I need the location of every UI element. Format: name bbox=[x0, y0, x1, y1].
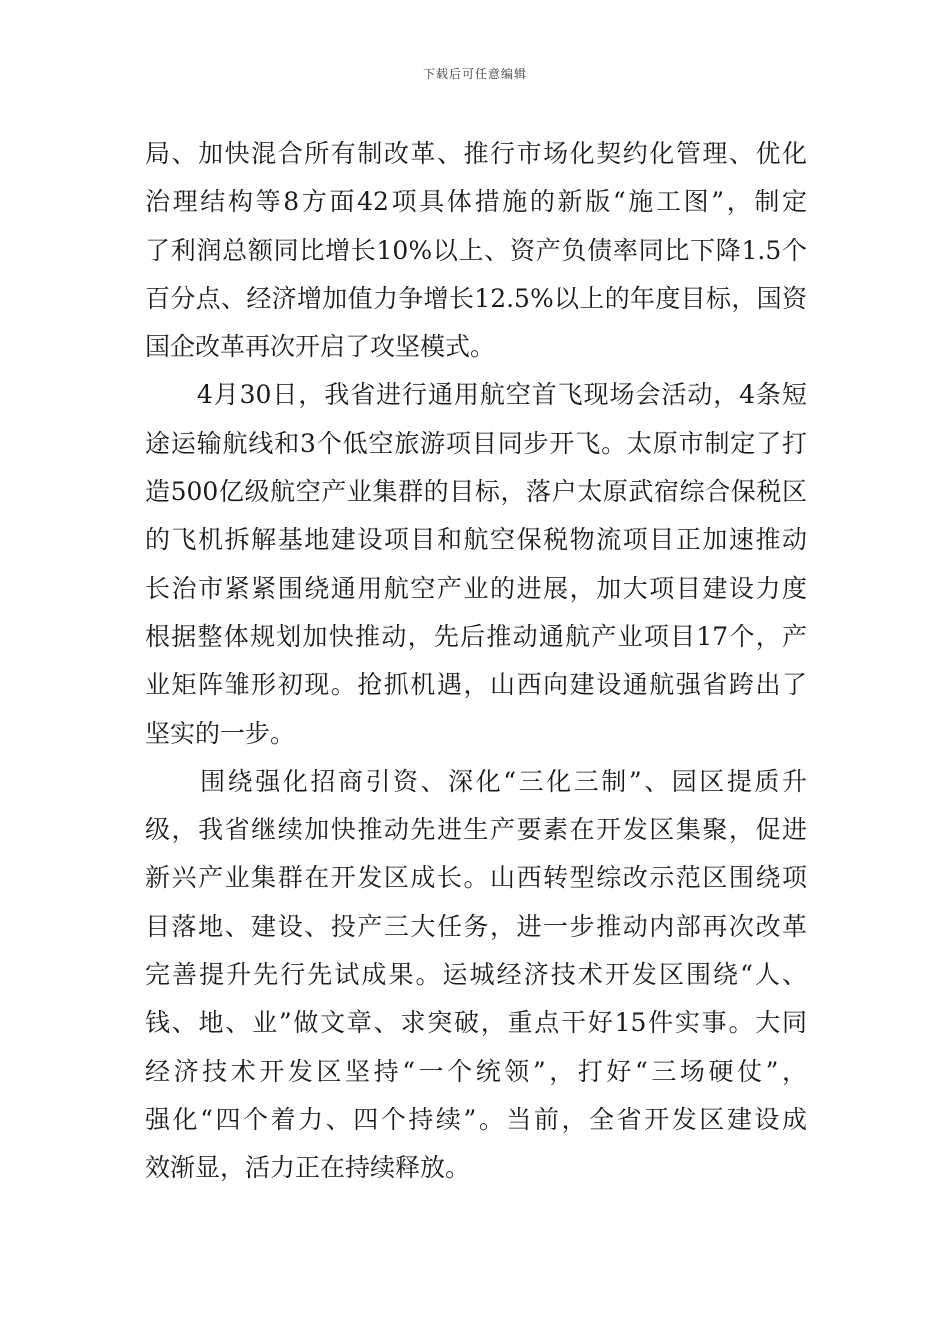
text-line: 坚实的一步。 bbox=[145, 718, 296, 748]
text-line: 围绕强化招商引资、深化“三化三制”、园区提质升 bbox=[145, 766, 807, 796]
text-line: 长治市紧紧围绕通用航空产业的进展，加大项目建设力度 bbox=[145, 573, 807, 603]
text-line: 强化“四个着力、四个持续”。当前，全省开发区建设成 bbox=[145, 1104, 807, 1134]
text-line: 完善提升先行先试成果。运城经济技术开发区围绕“人、 bbox=[145, 960, 807, 990]
text-line: 根据整体规划加快推动，先后推动通航产业项目17个，产 bbox=[145, 621, 807, 651]
text-line: 经济技术开发区坚持“一个统领”，打好“三场硬仗”， bbox=[145, 1056, 807, 1086]
paragraph-1 bbox=[145, 130, 807, 371]
text-line: 治理结构等8方面42项具体措施的新版“施工图”，制定 bbox=[145, 187, 807, 217]
text-line: 效渐显，活力正在持续释放。 bbox=[145, 1153, 471, 1183]
text-line: 国企改革再次开启了攻坚模式。 bbox=[145, 332, 496, 362]
text-line: 新兴产业集群在开发区成长。山西转型综改示范区围绕项 bbox=[145, 863, 807, 893]
text-line: 途运输航线和3个低空旅游项目同步开飞。太原市制定了打 bbox=[145, 428, 807, 458]
text-line: 百分点、经济增加值力争增长12.5%以上的年度目标，国资 bbox=[145, 283, 807, 313]
document-body bbox=[145, 130, 807, 1193]
paragraph-2 bbox=[145, 371, 807, 757]
text-line: 级，我省继续加快推动先进生产要素在开发区集聚，促进 bbox=[145, 815, 807, 845]
text-line: 的飞机拆解基地建设项目和航空保税物流项目正加速推动 bbox=[145, 525, 807, 555]
page-header-note: 下载后可任意编辑 bbox=[422, 67, 527, 81]
text-line: 4月30日，我省进行通用航空首飞现场会活动，4条短 bbox=[145, 380, 807, 410]
text-line: 钱、地、业”做文章、求突破，重点干好15件实事。大同 bbox=[145, 1008, 807, 1038]
text-line: 业矩阵雏形初现。抢抓机遇，山西向建设通航强省跨出了 bbox=[145, 670, 807, 700]
text-line: 目落地、建设、投产三大任务，进一步推动内部再次改革 bbox=[145, 911, 807, 941]
text-line: 造500亿级航空产业集群的目标，落户太原武宿综合保税区 bbox=[145, 477, 807, 507]
paragraph-3 bbox=[145, 758, 807, 1193]
text-line: 了利润总额同比增长10%以上、资产负债率同比下降1.5个 bbox=[145, 235, 807, 265]
text-line: 局、加快混合所有制改革、推行市场化契约化管理、优化 bbox=[145, 139, 807, 168]
